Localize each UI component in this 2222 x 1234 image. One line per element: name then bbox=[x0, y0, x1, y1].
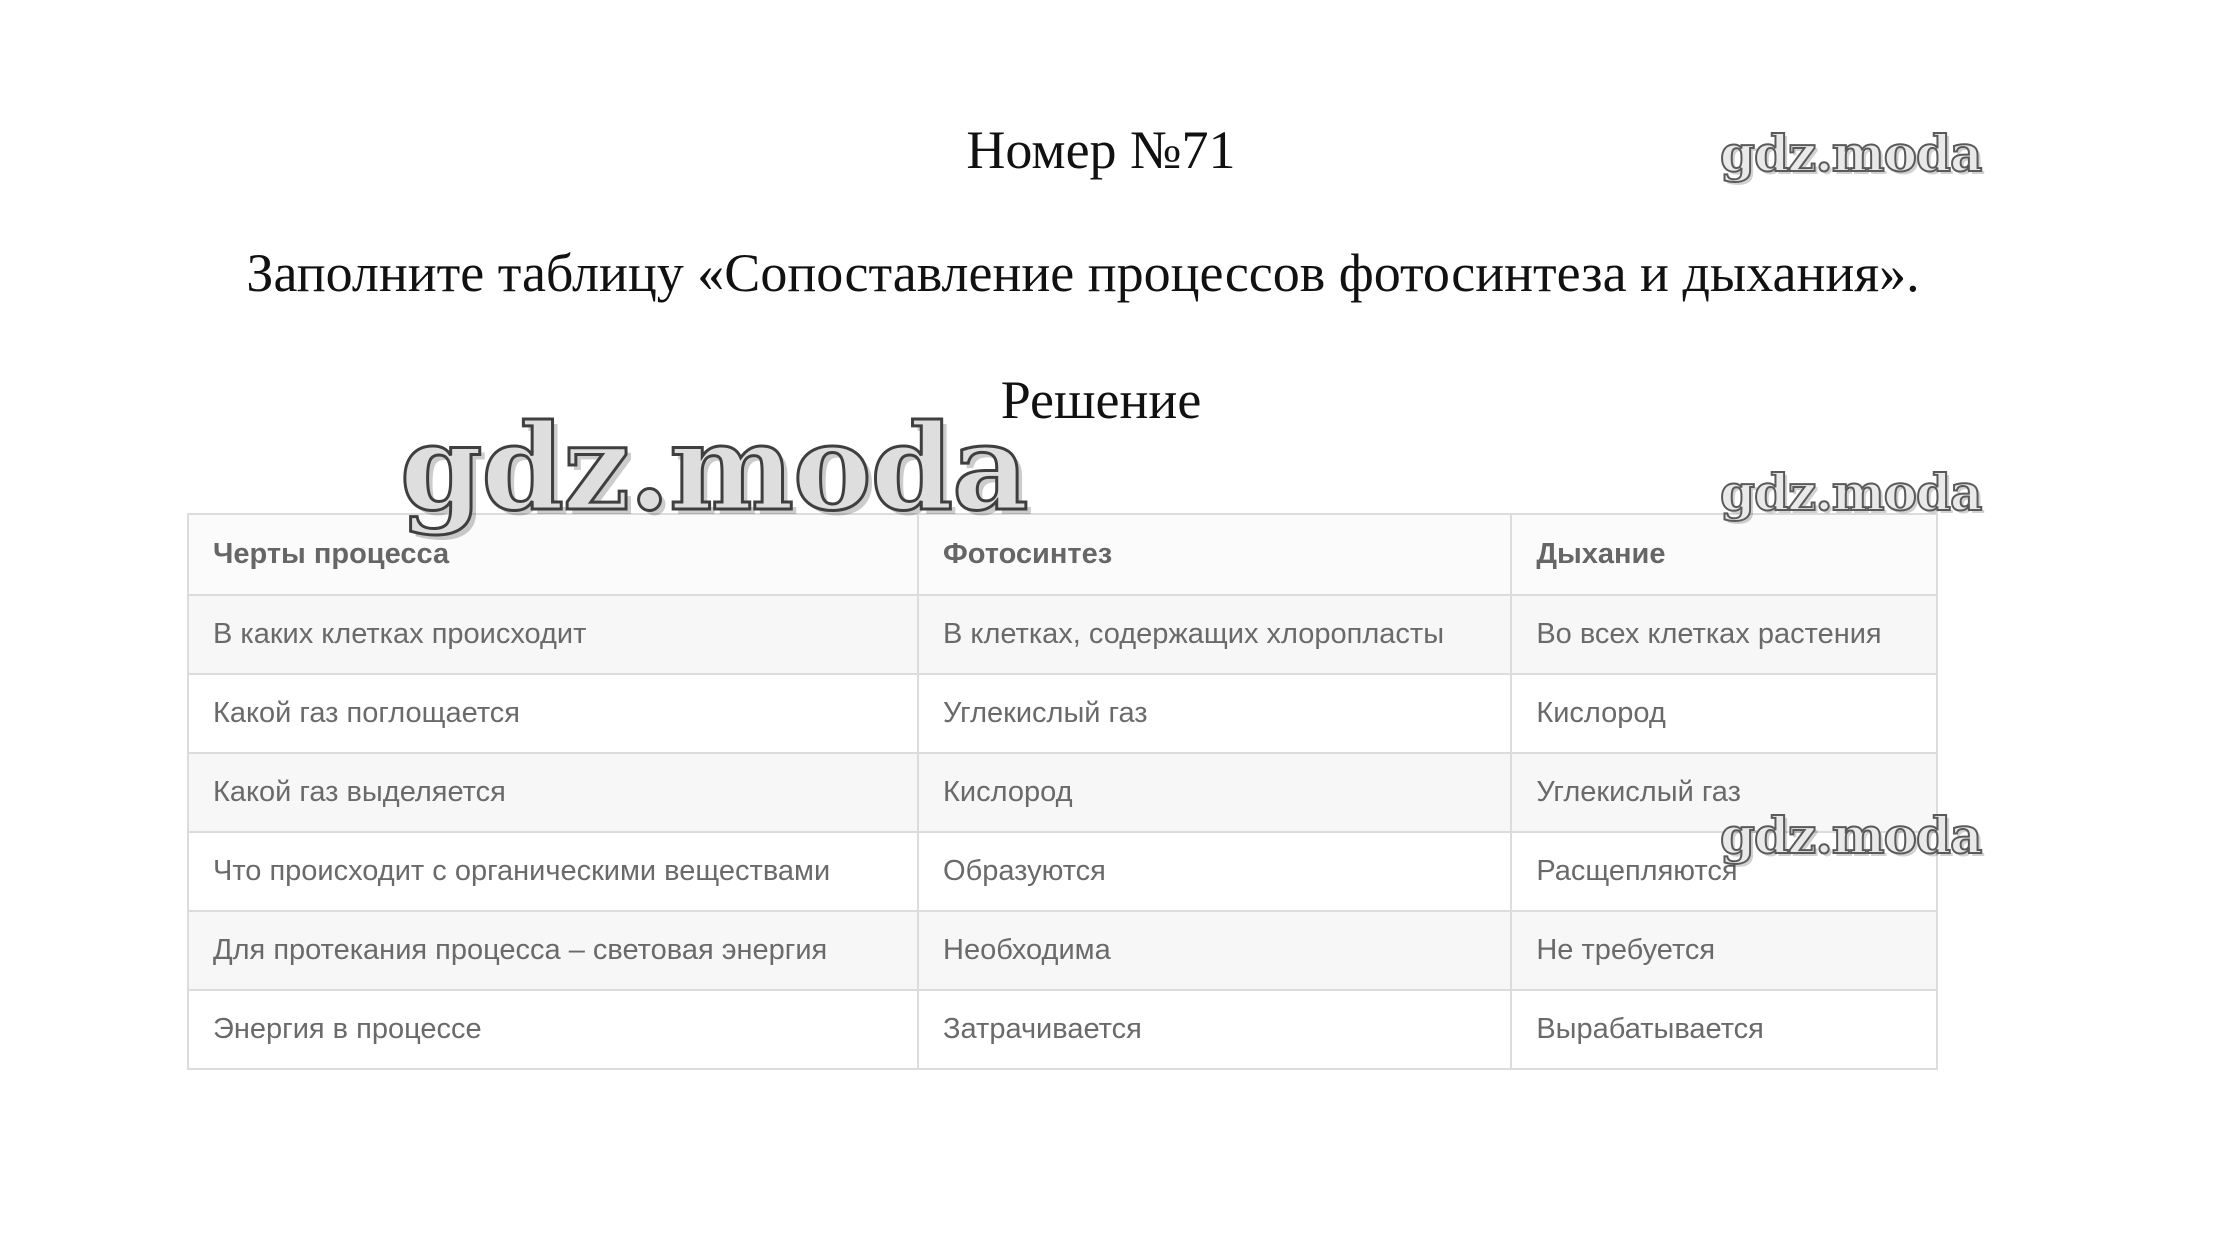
table-cell: Энергия в процессе bbox=[188, 990, 918, 1069]
table-cell: Расщепляются bbox=[1511, 832, 1937, 911]
table-cell: Необходима bbox=[918, 911, 1511, 990]
table-cell: Затрачивается bbox=[918, 990, 1511, 1069]
watermark-logo: gdz.moda bbox=[1720, 463, 1982, 522]
table-cell: В каких клетках происходит bbox=[188, 595, 918, 674]
watermark-logo: gdz.moda bbox=[1720, 806, 1982, 865]
watermark-logo: gdz.moda bbox=[1720, 124, 1982, 183]
table-header-cell: Фотосинтез bbox=[918, 514, 1511, 595]
table-cell: Какой газ поглощается bbox=[188, 674, 918, 753]
table-cell: В клетках, содержащих хлоропласты bbox=[918, 595, 1511, 674]
task-text: Заполните таблицу «Сопоставление процессов фотосинтеза и дыхания». bbox=[246, 243, 1920, 303]
table-cell: Вырабатывается bbox=[1511, 990, 1937, 1069]
table-header-cell: Дыхание bbox=[1511, 514, 1937, 595]
table-row bbox=[188, 753, 1937, 832]
table-row bbox=[188, 990, 1937, 1069]
watermark-logo-large: gdz.moda bbox=[400, 398, 1028, 537]
table-cell: Образуются bbox=[918, 832, 1511, 911]
table-row bbox=[188, 832, 1937, 911]
table-cell: Что происходит с органическими веществами bbox=[188, 832, 918, 911]
table-header-row bbox=[188, 514, 1937, 595]
table-cell: Во всех клетках растения bbox=[1511, 595, 1937, 674]
table-cell: Углекислый газ bbox=[918, 674, 1511, 753]
problem-number-title: Номер №71 bbox=[966, 120, 1236, 180]
table-row bbox=[188, 911, 1937, 990]
table-header-cell: Черты процесса bbox=[188, 514, 918, 595]
solution-heading: Решение bbox=[1000, 370, 1202, 430]
table-row bbox=[188, 674, 1937, 753]
table-cell: Какой газ выделяется bbox=[188, 753, 918, 832]
table-cell: Кислород bbox=[1511, 674, 1937, 753]
table-row bbox=[188, 595, 1937, 674]
table-cell: Не требуется bbox=[1511, 911, 1937, 990]
table-cell: Для протекания процесса – световая энергия bbox=[188, 911, 918, 990]
comparison-table bbox=[187, 513, 1938, 1070]
table-cell: Углекислый газ bbox=[1511, 753, 1937, 832]
table-cell: Кислород bbox=[918, 753, 1511, 832]
